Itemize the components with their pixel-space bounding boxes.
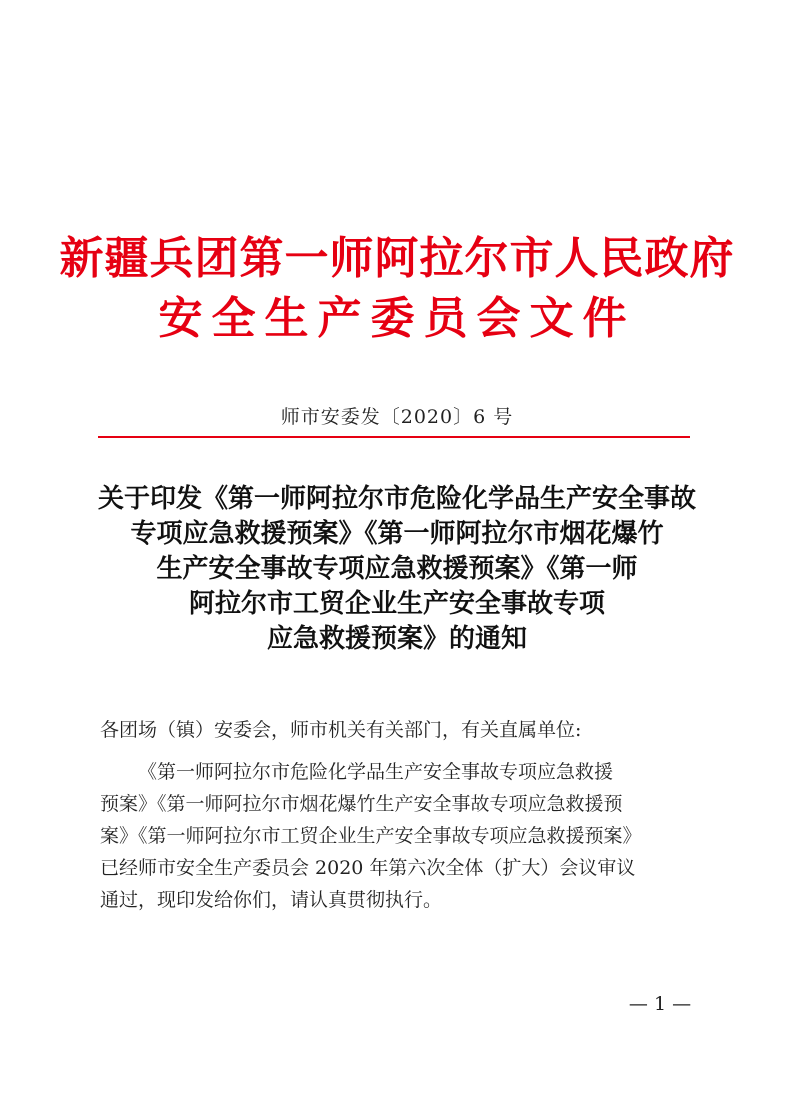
body-line: 预案》《第一师阿拉尔市烟花爆竹生产安全事故专项应急救援预 [100, 793, 623, 815]
notice-title-line: 阿拉尔市工贸企业生产安全事故专项 [188, 589, 605, 619]
header-title-line-1: 新疆兵团第一师阿拉尔市人民政府 [59, 233, 735, 284]
body-line: 通过，现印发给你们，请认真贯彻执行。 [100, 889, 443, 911]
body-line: 《第一师阿拉尔市危险化学品生产安全事故专项应急救援 [138, 761, 614, 783]
notice-title [70, 482, 724, 657]
salutation [100, 714, 698, 746]
red-divider-line [98, 436, 690, 438]
body-line: 已经师市安全生产委员会 2020 年第六次全体（扩大）会议审议 [100, 857, 636, 879]
page-number: — 1 — [628, 993, 692, 1015]
notice-title-line: 生产安全事故专项应急救援预案》《第一师 [156, 554, 638, 584]
salutation-text: 各团场（镇）安委会，师市机关有关部门，有关直属单位: [100, 719, 582, 741]
document-number: 师市安委发〔2020〕6 号 [280, 406, 514, 428]
body-line: 案》《第一师阿拉尔市工贸企业生产安全事故专项应急救援预案》 [100, 825, 642, 847]
notice-title-line: 应急救援预案》的通知 [266, 624, 527, 654]
notice-title-line: 专项应急救援预案》《第一师阿拉尔市烟花爆竹 [130, 519, 664, 549]
header-title-line-2: 安全生产委员会文件 [158, 293, 636, 344]
notice-title-line: 关于印发《第一师阿拉尔市危险化学品生产安全事故 [97, 484, 696, 514]
body-paragraph [100, 756, 698, 916]
